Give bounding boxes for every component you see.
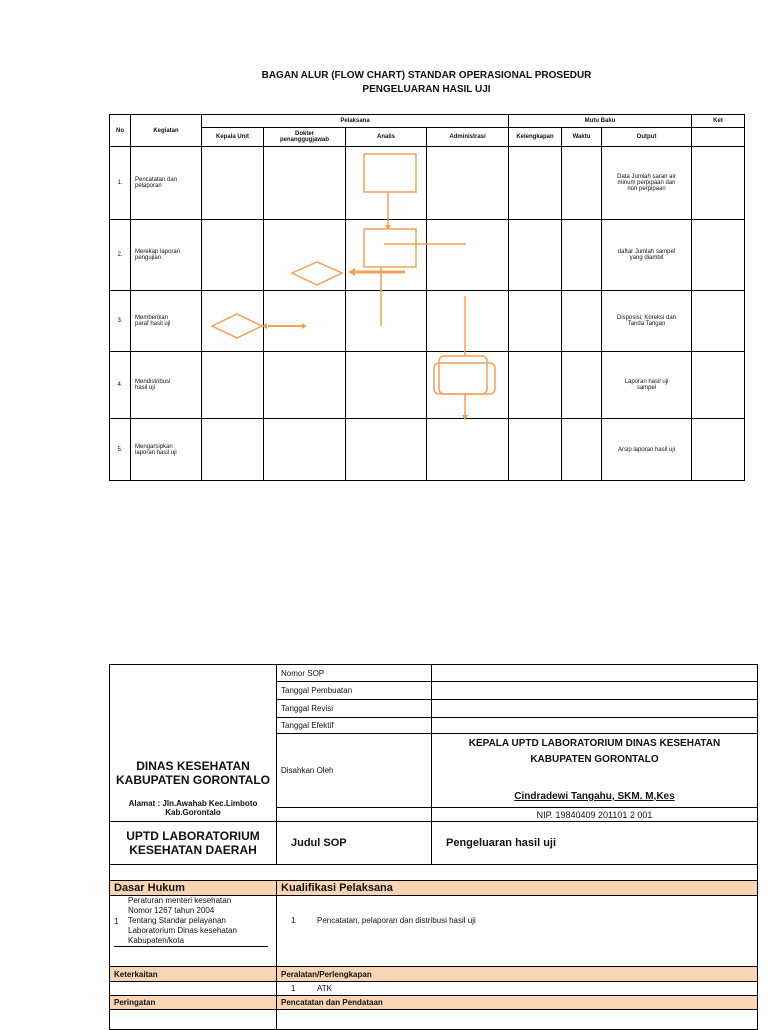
output-line: daftar Jumlah sampel [617,249,676,255]
dasar-hukum-line: Nomor 1267 tahun 2004 [128,906,215,915]
kegiatan-line: Mendistribusi [135,379,171,385]
header-output: Output [602,128,692,147]
header-mutu-baku: Mutu Baku [509,115,692,128]
kegiatan-line: paraf hasil uji [135,321,171,327]
table-row [110,291,745,352]
pengesahan-cell [432,734,758,808]
keterkaitan-cell [110,982,277,996]
dasar-hukum-line: Kabupaten/kota [128,936,185,945]
dasar-hukum-header: Dasar Hukum [110,881,277,896]
pejabat-name: Cindradewi Tangahu, SKM. M,Kes [514,791,675,802]
kepala-line1: KEPALA UPTD LABORATORIUM DINAS KESEHATAN [468,738,721,749]
dasar-hukum-cell [110,896,277,967]
dasar-hukum-line: Laboratorium Dinas kesehatan [128,926,237,935]
row-output [602,352,692,419]
row-kegiatan [131,220,202,291]
tanggal-efektif-value [432,718,758,734]
row-no: 1. [110,147,131,220]
kepala-line2: KABUPATEN GORONTALO [530,754,659,765]
output-line: Arsip laporan hasil uji [617,446,676,453]
tanggal-revisi-label: Tanggal Revisi [277,700,432,718]
output-line: Laporan hasil uji [624,379,669,385]
sop-table [109,664,758,1030]
nomor-sop-label: Nomor SOP [277,665,432,682]
row-kegiatan [131,291,202,352]
peringatan-cell [110,1010,277,1030]
row-no: 4. [110,352,131,419]
disahkan-oleh-label: Disahkan Oleh [277,734,432,808]
pencatatan-header: Pencatatan dan Pendataan [277,996,758,1010]
header-administrasi: Administrasi [427,128,509,147]
nip-text: NIP. 19840409 201101 2 001 [432,808,758,822]
kualifikasi-text: Pencatatan, pelaporan dan distribusi hasil uji [317,916,476,925]
tanggal-pembuatan-value [432,682,758,700]
row-output [602,147,692,220]
dinas-name-line2: KABUPATEN GORONTALO [116,773,270,787]
dasar-hukum-item [114,896,268,947]
header-waktu: Waktu [562,128,602,147]
header-dokter-line2: penanggugjawab [279,137,329,143]
alamat-line2: Kab.Gorontalo [165,808,221,817]
table-row [110,352,745,419]
kegiatan-line: hasil uji [135,385,156,391]
table-row [110,220,745,291]
output-line: Data Jumlah saran air [617,174,676,180]
tanggal-revisi-value [432,700,758,718]
row-kegiatan [131,352,202,419]
flowchart-title-line2: PENGELUARAN HASIL UJI [362,84,491,95]
kualifikasi-header: Kualifikasi Pelaksana [277,881,758,896]
dasar-hukum-number: 1 [114,916,119,926]
nomor-sop-value [432,665,758,682]
tanggal-efektif-label: Tanggal Efektif [277,718,432,734]
table-row [110,147,745,220]
header-ket: Ket [692,115,745,128]
header-kepala-unit: Kepala Unit [202,128,264,147]
header-pelaksana: Pelaksana [202,115,509,128]
judul-sop-label: Judul SOP [277,822,432,865]
kegiatan-line: pelaporan [135,183,162,189]
kegiatan-line: Merekap laporan [135,249,181,255]
row-output [602,419,692,481]
dasar-hukum-line: Peraturan menteri kesehatan [128,896,232,905]
output-line: non perpipaan [627,186,666,192]
header-analis: Analis [346,128,427,147]
peralatan-cell [277,982,758,996]
tanggal-pembuatan-label: Tanggal Pembuatan [277,682,432,700]
kualifikasi-number: 1 [291,916,296,925]
row-output [602,220,692,291]
output-line: minum perpipaan dan [617,180,676,186]
header-kegiatan: Kegiatan [131,115,202,147]
alamat-line1: Alamat : Jln.Awahab Kec.Limboto [128,799,258,808]
pencatatan-cell [277,1010,758,1030]
flowchart-table [109,114,745,481]
uptd-cell [110,822,277,865]
row-no: 5. [110,419,131,481]
output-line: Disposisi, Koreksi dan [616,315,677,321]
output-line: sampel [636,385,657,391]
kegiatan-line: laporan hasil uji [135,449,177,456]
output-line: Tanda Tangan [627,321,666,327]
kualifikasi-cell [277,896,758,967]
uptd-line2: KESEHATAN DAERAH [129,843,257,857]
peringatan-header: Peringatan [110,996,277,1010]
dasar-hukum-text [128,896,237,946]
table-row [110,419,745,481]
keterkaitan-header: Keterkaitan [110,967,277,982]
peralatan-number: 1 [291,984,296,993]
kegiatan-line: Pencatatan dan [135,177,178,183]
flowchart-title-line1: BAGAN ALUR (FLOW CHART) STANDAR OPERASIONAL PROSEDUR [261,70,592,81]
kegiatan-line: pengujian [135,255,162,261]
row-no: 2. [110,220,131,291]
nip-spacer [277,808,432,822]
header-dokter [264,128,346,147]
header-ket-empty [692,128,745,147]
dasar-hukum-line: Tentang Standar pelayanan [128,916,226,925]
peralatan-text: ATK [317,984,332,993]
uptd-line1: UPTD LABORATORIUM [126,829,260,843]
dinas-name-line1: DINAS KESEHATAN [136,759,250,773]
kegiatan-line: Mengarsipkan [135,443,173,450]
row-no: 3. [110,291,131,352]
row-kegiatan [131,419,202,481]
peralatan-header: Peralatan/Perlengkapan [277,967,758,982]
spacer-row [110,865,758,881]
judul-sop-value: Pengeluaran hasil uji [432,822,758,865]
output-line: yang diambil [629,255,664,261]
header-kelengkapan: Kelengkapan [509,128,562,147]
dinas-cell [110,665,277,822]
header-no: No [110,115,131,147]
row-kegiatan [131,147,202,220]
row-output [602,291,692,352]
header-dokter-line1: Dokter [294,131,314,137]
kegiatan-line: Memberikan [135,315,169,321]
